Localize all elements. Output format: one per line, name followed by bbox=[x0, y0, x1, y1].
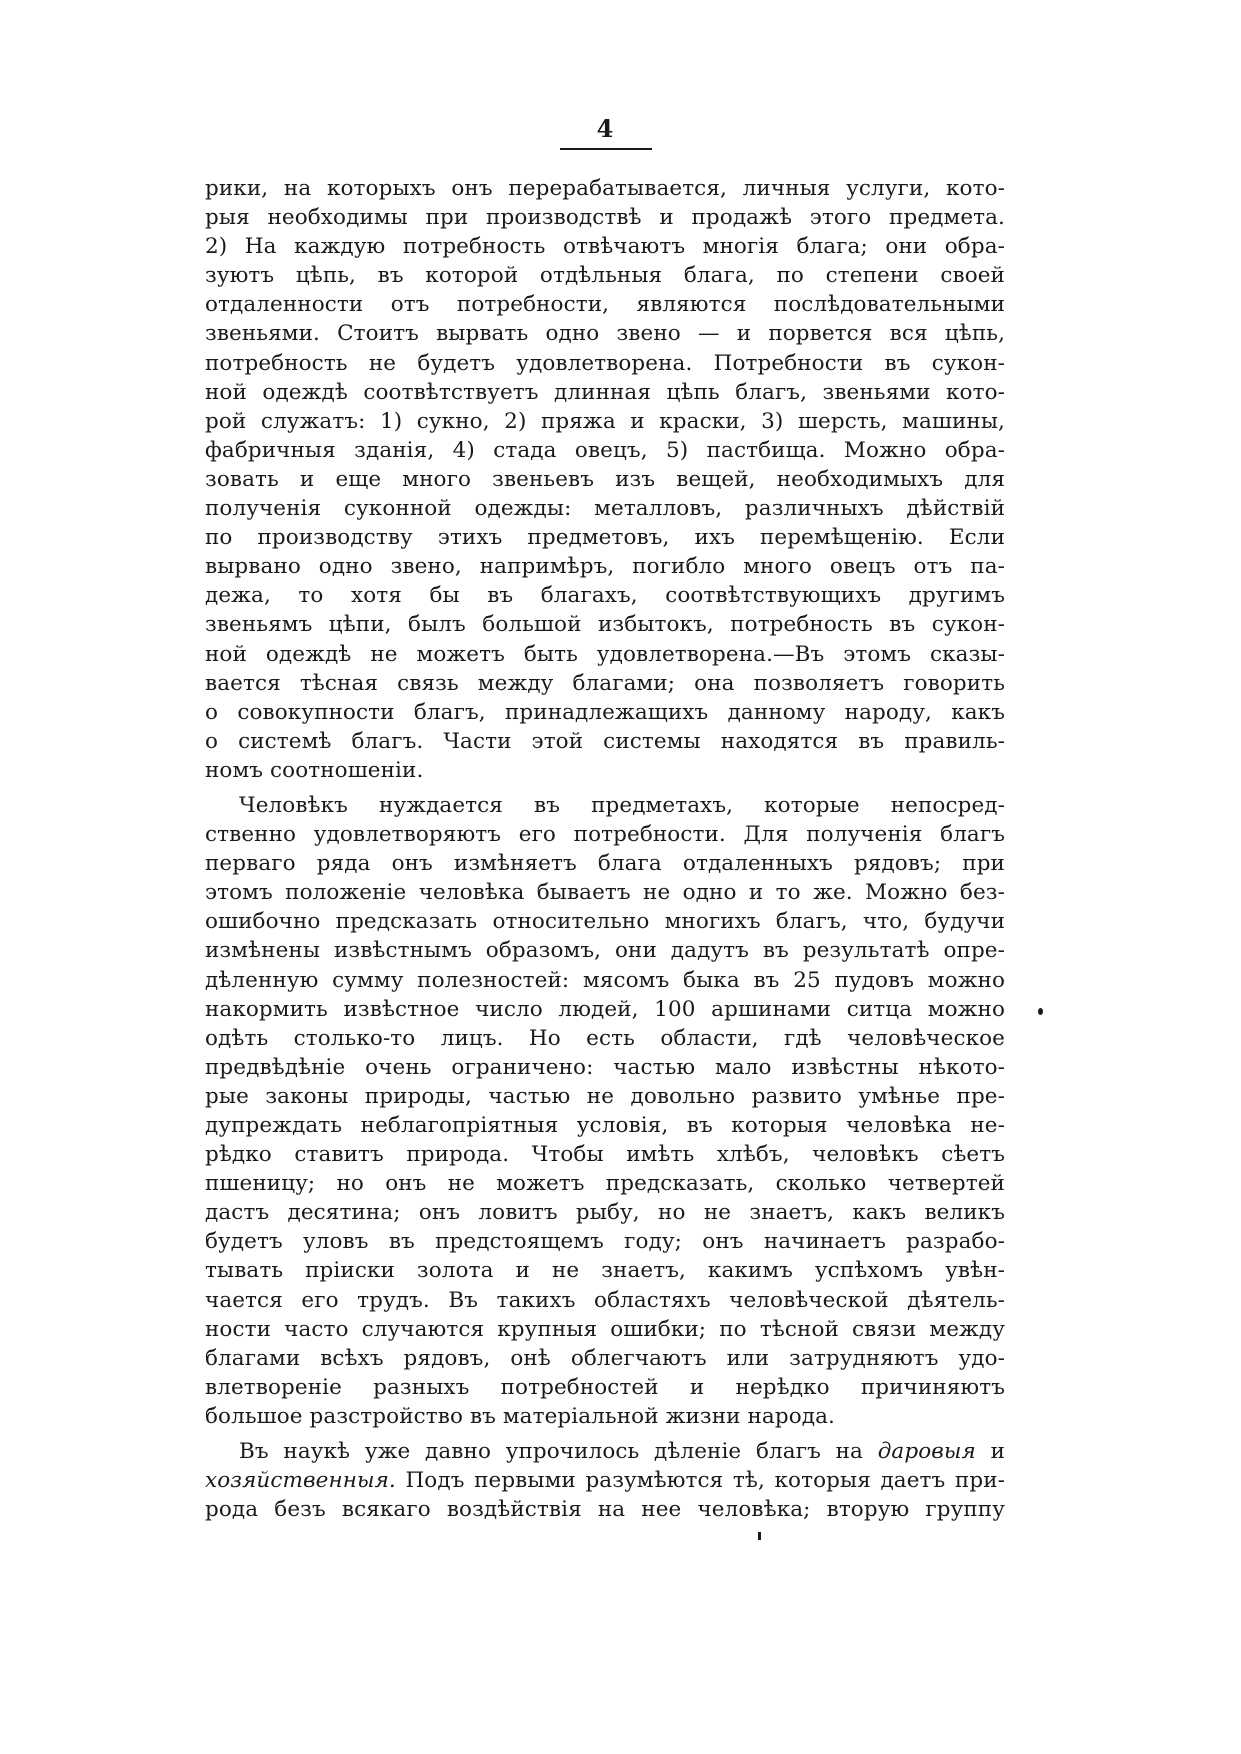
paragraph-3 bbox=[205, 1437, 1005, 1524]
text-line: зуютъ цѣпь, въ которой отдѣльныя блага, по степени своей bbox=[205, 263, 1005, 289]
paragraph-1 bbox=[205, 174, 1005, 785]
text-line: ной одеждѣ соотвѣтствуетъ длинная цѣпь благъ, звеньями кото- bbox=[205, 379, 1005, 405]
text-line: дупреждать неблагопріятныя условія, въ которыя человѣка не- bbox=[205, 1113, 1005, 1138]
text-line: дѣленную сумму полезностей: мясомъ быка въ 25 пудовъ можно bbox=[205, 967, 1005, 993]
text-line: звеньями. Стоитъ вырвать одно звено — и порвется вся цѣпь, bbox=[205, 321, 1005, 347]
text-line: предвѣдѣніе очень ограничено: частью мало извѣстны нѣкото- bbox=[205, 1054, 1005, 1080]
text-line: звеньямъ цѣпи, былъ большой избытокъ, потребность въ сукон- bbox=[205, 612, 1005, 638]
text-line bbox=[205, 1437, 1005, 1466]
text-line: фабричныя зданія, 4) стада овецъ, 5) пастбища. Можно обра- bbox=[205, 437, 1005, 463]
text-line: вырвано одно звено, напримѣръ, погибло много овецъ отъ па- bbox=[205, 554, 1005, 580]
paragraph-2 bbox=[205, 791, 1005, 1431]
text-line: дастъ десятина; онъ ловитъ рыбу, но не знаетъ, какъ великъ bbox=[205, 1200, 1005, 1226]
print-speck bbox=[758, 1532, 761, 1540]
text-line: пшеницу; но онъ не можетъ предсказать, сколько четвертей bbox=[205, 1171, 1005, 1197]
text-line: рода безъ всякаго воздѣйствія на нее человѣка; вторую группу bbox=[205, 1497, 1005, 1523]
text-line: перваго ряда онъ измѣняетъ блага отдаленныхъ рядовъ; при bbox=[205, 851, 1005, 877]
text-line: 2) На каждую потребность отвѣчаютъ многія блага; они обра- bbox=[205, 234, 1005, 260]
italic-term: даровыя bbox=[877, 1439, 976, 1465]
text-line: ности часто случаются крупныя ошибки; по тѣсной связи между bbox=[205, 1316, 1005, 1342]
italic-term: хозяйственныя. bbox=[205, 1468, 396, 1494]
print-speck bbox=[1038, 1008, 1043, 1015]
text-line: большое разстройство въ матеріальной жизни народа. bbox=[205, 1403, 835, 1429]
text-run: Въ наукѣ уже давно упрочилось дѣленіе благъ на bbox=[239, 1439, 878, 1465]
text-line: этомъ положеніе человѣка бываетъ не одно и то же. Можно без- bbox=[205, 880, 1005, 906]
text-line: ошибочно предсказать относительно многихъ благъ, что, будучи bbox=[205, 909, 1005, 935]
text-line: ственно удовлетворяютъ его потребности. Для полученія благъ bbox=[205, 822, 1005, 848]
text-line: благами всѣхъ рядовъ, онѣ облегчаютъ или затрудняютъ удо- bbox=[205, 1345, 1005, 1371]
text-line: о совокупности благъ, принадлежащихъ данному народу, какъ bbox=[205, 699, 1005, 725]
text-line: рой служатъ: 1) сукно, 2) пряжа и краски, 3) шерсть, машины, bbox=[205, 408, 1005, 434]
text-line: по производству этихъ предметовъ, ихъ перемѣщенію. Если bbox=[205, 525, 1005, 551]
text-line: вается тѣсная связь между благами; она позволяетъ говорить bbox=[205, 670, 1005, 696]
text-line: номъ соотношеніи. bbox=[205, 757, 424, 783]
text-line: одѣть столько-то лицъ. Но есть области, гдѣ человѣческое bbox=[205, 1025, 1005, 1051]
text-line: Человѣкъ нуждается въ предметахъ, которые непосред- bbox=[239, 792, 1005, 818]
text-line: потребность не будетъ удовлетворена. Потребности въ сукон- bbox=[205, 350, 1005, 376]
page-number-rule bbox=[560, 148, 652, 150]
text-line: измѣнены извѣстнымъ образомъ, они дадутъ въ результатѣ опре- bbox=[205, 938, 1005, 964]
text-line: накормить извѣстное число людей, 100 аршинами ситца можно bbox=[205, 996, 1005, 1022]
text-run: и bbox=[975, 1439, 1005, 1465]
page-number: 4 bbox=[596, 114, 614, 143]
body-text bbox=[205, 174, 1005, 1524]
text-run: Подъ первыми разумѣются тѣ, которыя даетъ при- bbox=[395, 1468, 1005, 1494]
text-line: будетъ уловъ въ предстоящемъ году; онъ начинаетъ разрабо- bbox=[205, 1229, 1005, 1255]
text-line: рые законы природы, частью не довольно развито умѣнье пре- bbox=[205, 1083, 1005, 1109]
text-line: зовать и еще много звеньевъ изъ вещей, необходимыхъ для bbox=[205, 466, 1005, 492]
text-line: рѣдко ставитъ природа. Чтобы имѣть хлѣбъ, человѣкъ сѣетъ bbox=[205, 1142, 1005, 1168]
text-line: рыя необходимы при производствѣ и продажѣ этого предмета. bbox=[205, 205, 1005, 231]
text-line: дежа, то хотя бы въ благахъ, соотвѣтствующихъ другимъ bbox=[205, 583, 1005, 609]
text-line: полученія суконной одежды: металловъ, различныхъ дѣйствій bbox=[205, 496, 1005, 522]
text-line bbox=[205, 1466, 1005, 1495]
text-line: ной одеждѣ не можетъ быть удовлетворена.—Въ этомъ сказы- bbox=[205, 641, 1005, 667]
text-line: влетвореніе разныхъ потребностей и нерѣдко причиняютъ bbox=[205, 1374, 1005, 1400]
text-line: отдаленности отъ потребности, являются послѣдовательными bbox=[205, 292, 1005, 318]
text-line: тывать пріиски золота и не знаетъ, какимъ успѣхомъ увѣн- bbox=[205, 1258, 1005, 1284]
text-line: о системѣ благъ. Части этой системы находятся въ правиль- bbox=[205, 728, 1005, 754]
text-line: рики, на которыхъ онъ перерабатывается, личныя услуги, кото- bbox=[205, 176, 1005, 201]
text-line: чается его трудъ. Въ такихъ областяхъ человѣческой дѣятель- bbox=[205, 1287, 1005, 1313]
